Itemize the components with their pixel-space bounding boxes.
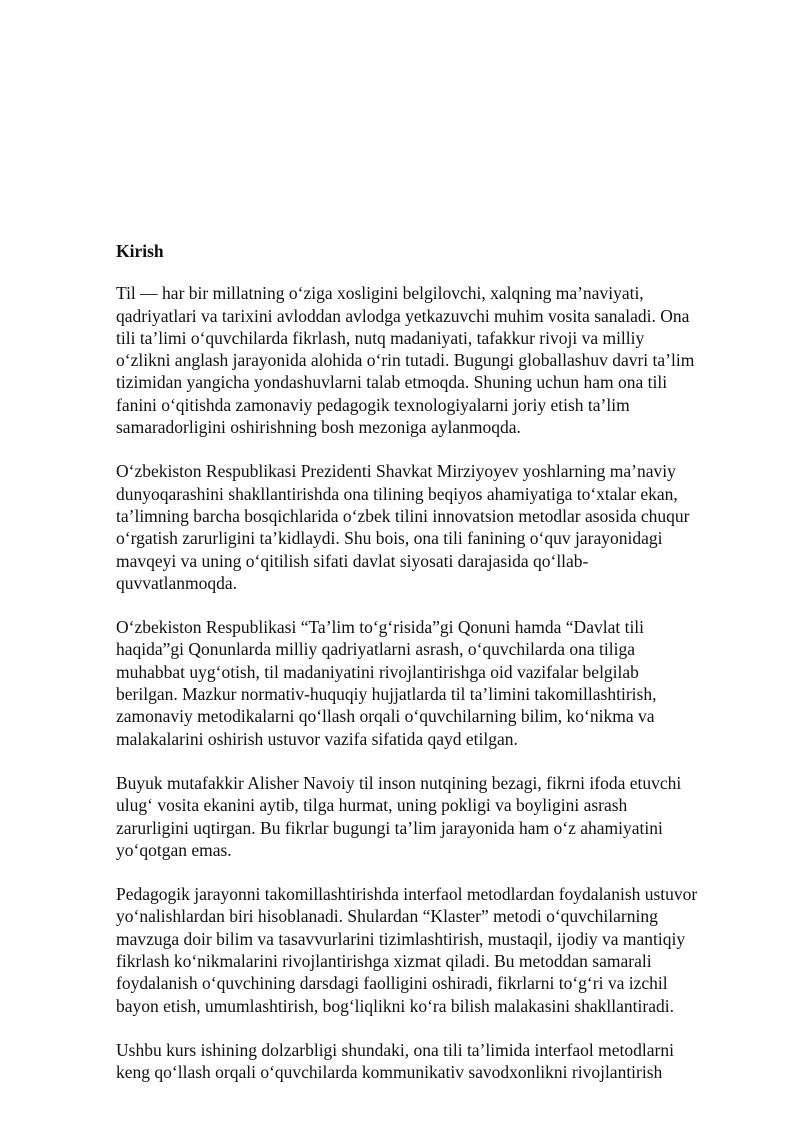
text-line: foydalanish o‘quvchining darsdagi faolligini oshiradi, fikrlarni to‘g‘ri va izchil — [116, 973, 668, 994]
text-line: tili ta’limi o‘quvchilarda fikrlash, nutq madaniyati, tafakkur rivoji va milliy — [116, 327, 645, 348]
text-line: O‘zbekiston Respublikasi Prezidenti Shavkat Mirziyoyev yoshlarning ma’naviy — [116, 461, 676, 482]
text-line: ta’limning barcha bosqichlarida o‘zbek tilini innovatsion metodlar asosida chuqur — [116, 505, 690, 526]
text-line: yo‘nalishlardan biri hisoblanadi. Shulardan “Klaster” metodi o‘quvchilarning — [116, 906, 658, 927]
text-line: malakalarini oshirish ustuvor vazifa sifatida qayd etilgan. — [116, 728, 518, 749]
body-text — [116, 282, 736, 1083]
text-line: mavqeyi va uning o‘qitilish sifati davlat siyosati darajasida qo‘llab- — [116, 550, 589, 571]
text-line: Pedagogik jarayonni takomillashtirishda interfaol metodlardan foydalanish ustuvor — [116, 884, 698, 905]
text-line: Til — har bir millatning o‘ziga xosligini belgilovchi, xalqning ma’naviyati, — [116, 283, 644, 304]
text-line: muhabbat uyg‘otish, til madaniyatini rivojlantirishga oid vazifalar belgilab — [116, 661, 639, 682]
text-line: O‘zbekiston Respublikasi “Ta’lim to‘g‘risida”gi Qonuni hamda “Davlat tili — [116, 617, 645, 638]
paragraph — [116, 460, 736, 594]
text-line: tizimidan yangicha yondashuvlarni talab etmoqda. Shuning uchun ham ona tili — [116, 372, 668, 393]
text-line: Buyuk mutafakkir Alisher Navoiy til inson nutqining bezagi, fikrni ifoda etuvchi — [116, 772, 682, 793]
text-line: yo‘qotgan emas. — [116, 839, 232, 860]
text-line: zamonaviy metodikalarni qo‘llash orqali o‘quvchilarning bilim, ko‘nikma va — [116, 706, 655, 727]
paragraph — [116, 772, 736, 861]
text-line: haqida”gi Qonunlarda milliy qadriyatlarni asrash, o‘quvchilarda ona tiliga — [116, 639, 636, 660]
text-line: quvvatlanmoqda. — [116, 572, 238, 593]
text-line: dunyoqarashini shakllantirishda ona tilining beqiyos ahamiyatiga to‘xtalar ekan, — [116, 483, 678, 504]
paragraph — [116, 883, 736, 1017]
text-line: ulug‘ vosita ekanini aytib, tilga hurmat, uning pokligi va boyligini asrash — [116, 795, 628, 816]
paragraph — [116, 282, 736, 438]
text-line: qadriyatlari va tarixini avloddan avlodga yetkazuvchi muhim vosita sanaladi. Ona — [116, 305, 690, 326]
paragraph — [116, 1039, 736, 1084]
text-line: fanini o‘qitishda zamonaviy pedagogik texnologiyalarni joriy etish ta’lim — [116, 394, 630, 415]
paragraph — [116, 616, 736, 750]
document-page — [116, 240, 736, 1106]
text-line: Ushbu kurs ishining dolzarbligi shundaki, ona tili ta’limida interfaol metodlarni — [116, 1039, 674, 1060]
text-line: bayon etish, umumlashtirish, bog‘liqlikni ko‘ra bilish malakasini shakllantiradi. — [116, 995, 674, 1016]
text-line: o‘zlikni anglash jarayonida alohida o‘rin tutadi. Bugungi globallashuv davri ta’lim — [116, 350, 695, 371]
text-line: berilgan. Mazkur normativ-huquqiy hujjatlarda til ta’limini takomillashtirish, — [116, 684, 657, 705]
text-line: fikrlash ko‘nikmalarini rivojlantirishga xizmat qiladi. Bu metoddan samarali — [116, 951, 652, 972]
section-heading: Kirish — [116, 241, 164, 261]
text-line: samaradorligini oshirishning bosh mezoniga aylanmoqda. — [116, 417, 521, 438]
text-line: o‘rgatish zarurligini ta’kidlaydi. Shu bois, ona tili fanining o‘quv jarayonidagi — [116, 528, 663, 549]
text-line: keng qo‘llash orqali o‘quvchilarda kommunikativ savodxonlikni rivojlantirish — [116, 1062, 663, 1083]
text-line: zarurligini uqtirgan. Bu fikrlar bugungi ta’lim jarayonida ham o‘z ahamiyatini — [116, 817, 663, 838]
text-line: mavzuga doir bilim va tasavvurlarini tizimlashtirish, mustaqil, ijodiy va mantiqiy — [116, 928, 686, 949]
